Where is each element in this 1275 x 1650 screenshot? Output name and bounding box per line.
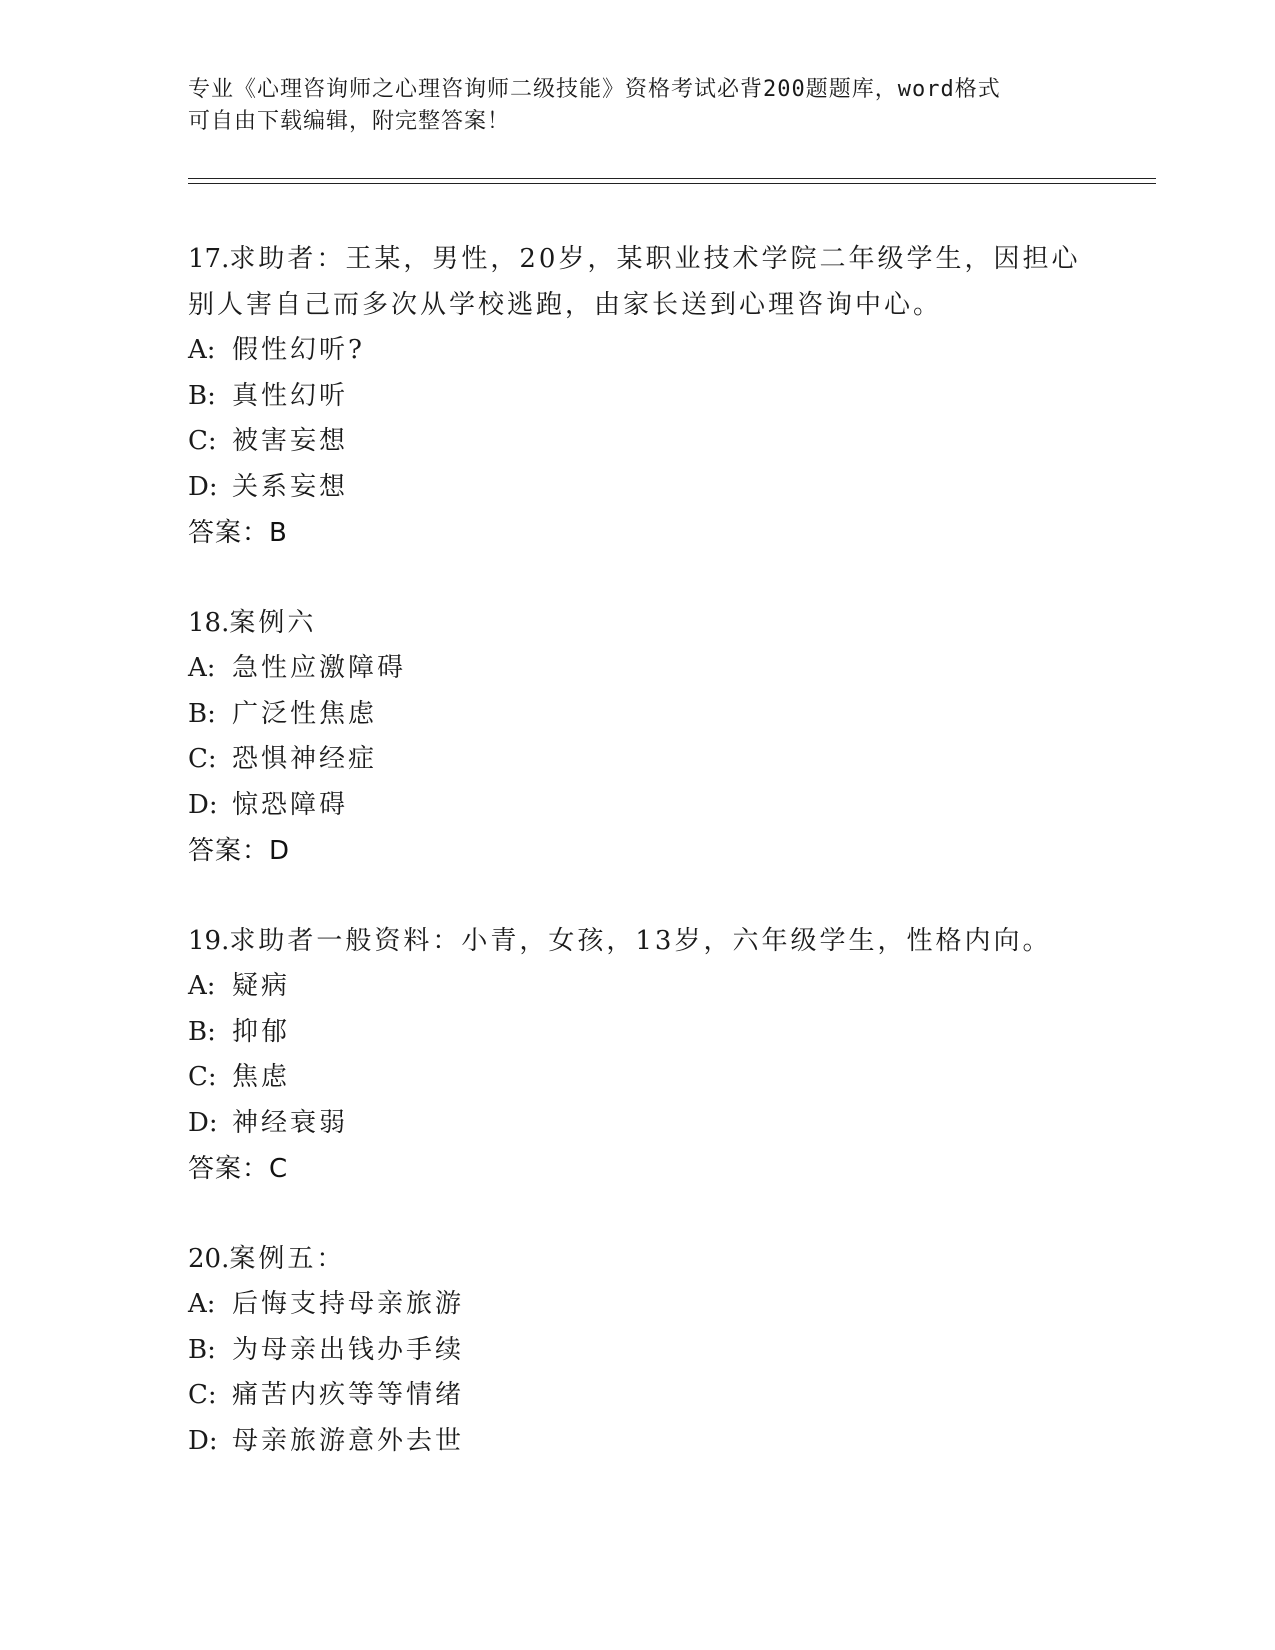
option-key: C:	[188, 1380, 217, 1410]
option-key: B:	[188, 380, 216, 411]
option-c	[188, 1373, 1108, 1419]
question-18	[188, 600, 1108, 874]
option-key: C:	[188, 426, 217, 456]
option-text: 急性应激障碍	[232, 653, 407, 683]
option-key: B:	[188, 1016, 216, 1047]
question-text: 求助者一般资料：小青，女孩，13岁，六年级学生，性格内向。	[229, 926, 1052, 956]
question-number: 19.	[188, 926, 230, 956]
question-stem	[188, 236, 1108, 328]
question-text: 案例六	[229, 608, 317, 638]
option-key: C:	[188, 1062, 217, 1092]
question-stem	[188, 918, 1108, 964]
option-text: 抑郁	[232, 1016, 291, 1047]
question-20	[188, 1236, 1108, 1464]
option-key: A:	[188, 1289, 216, 1319]
option-a	[188, 1282, 1108, 1328]
option-text: 焦虑	[232, 1062, 291, 1092]
option-b	[188, 374, 1108, 420]
option-text: 后悔支持母亲旅游	[232, 1289, 465, 1319]
option-d	[188, 1101, 1108, 1147]
option-d	[188, 465, 1108, 511]
option-key: A:	[188, 653, 216, 683]
option-text: 广泛性焦虑	[232, 698, 378, 729]
option-d	[188, 783, 1108, 829]
question-stem	[188, 1236, 1108, 1282]
question-stem	[188, 600, 1108, 646]
option-text: 神经衰弱	[232, 1107, 349, 1138]
header-line-2: 可自由下载编辑，附完整答案！	[188, 109, 511, 134]
question-number: 17.	[188, 244, 230, 274]
option-text: 为母亲出钱办手续	[232, 1334, 465, 1365]
option-key: D:	[188, 471, 218, 502]
question-list	[188, 236, 1108, 1508]
answer-line: 答案：D	[188, 836, 291, 866]
option-c	[188, 737, 1108, 783]
option-key: B:	[188, 698, 216, 729]
question-text: 案例五：	[229, 1244, 346, 1274]
question-number: 20.	[188, 1244, 230, 1274]
option-text: 痛苦内疚等等情绪	[232, 1380, 465, 1410]
header-divider-bottom	[188, 183, 1156, 184]
option-key: C:	[188, 744, 217, 774]
question-number: 18.	[188, 608, 230, 638]
answer-line: 答案：B	[188, 518, 288, 548]
option-b	[188, 1328, 1108, 1374]
option-c	[188, 419, 1108, 465]
option-key: D:	[188, 1107, 218, 1138]
document-header	[188, 74, 1088, 138]
option-key: A:	[188, 335, 216, 365]
option-text: 被害妄想	[232, 426, 349, 456]
header-line-1: 专业《心理咨询师之心理咨询师二级技能》资格考试必背200题题库，word格式	[188, 77, 1001, 102]
option-d	[188, 1419, 1108, 1465]
option-text: 假性幻听?	[232, 335, 365, 365]
option-a	[188, 964, 1108, 1010]
option-text: 母亲旅游意外去世	[232, 1425, 465, 1456]
option-text: 疑病	[232, 971, 291, 1001]
option-key: D:	[188, 789, 218, 820]
question-17	[188, 236, 1108, 556]
option-text: 真性幻听	[232, 380, 349, 411]
option-text: 惊恐障碍	[232, 789, 349, 820]
option-b	[188, 692, 1108, 738]
option-a	[188, 646, 1108, 692]
option-text: 关系妄想	[232, 471, 349, 502]
answer-line: 答案：C	[188, 1154, 289, 1184]
option-b	[188, 1010, 1108, 1056]
option-key: B:	[188, 1334, 216, 1365]
option-key: A:	[188, 971, 216, 1001]
option-text: 恐惧神经症	[232, 744, 378, 774]
option-a	[188, 328, 1108, 374]
question-19	[188, 918, 1108, 1192]
question-text: 求助者：王某，男性，20岁，某职业技术学院二年级学生，因担心别人害自己而多次从学校逃跑，由家长送到心理咨询中心。	[188, 244, 1081, 320]
option-c	[188, 1055, 1108, 1101]
header-divider-top	[188, 178, 1156, 179]
option-key: D:	[188, 1425, 218, 1456]
